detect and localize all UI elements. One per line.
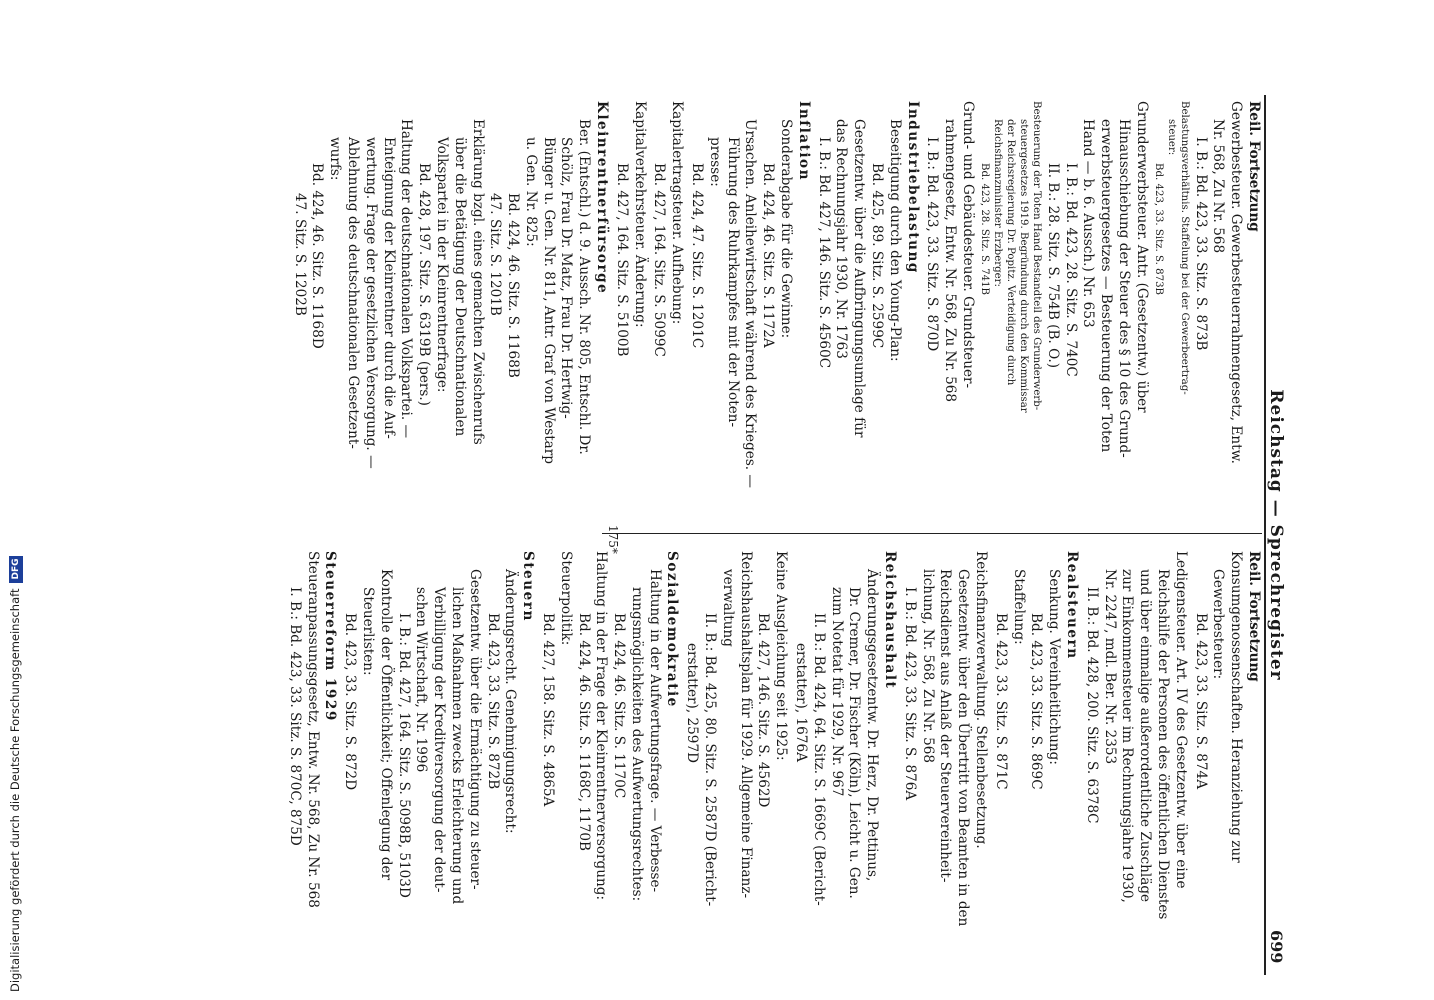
index-line: Bd. 423, 33. Sitz. S. 874A [1192, 613, 1209, 790]
index-line: erwerbsteuergesetzes — Besteuerung der Toten [1098, 119, 1115, 453]
index-line: Belastungsverhältnis. Staffelung bei der Gewerbeertrag- [1178, 101, 1190, 395]
index-line: schen Wirtschaft, Nr. 1996 [413, 587, 430, 773]
index-line: Ursachen. Anleihewirtschaft während des Krieges. — [742, 119, 759, 489]
index-line: Ledigensteuer. Art. IV des Gesetzentw. über eine [1172, 551, 1189, 889]
index-line: erstatter), 2597D [684, 643, 701, 763]
rotated-page [160, 95, 1310, 975]
index-line: über die Betätigung der Deutschnationalen [451, 137, 468, 437]
index-line: Enteignung der Kleinrentner durch die Auf- [380, 137, 397, 439]
index-line: presse: [706, 137, 723, 187]
index-line: lichung, Nr. 568, Zu Nr. 568 [919, 569, 936, 764]
index-line: II. B.: 28. Sitz. S. 754B (B. O.) [1044, 163, 1061, 369]
index-line: Gewerbesteuer. Gewerbesteuerrahmengesetz, Entw. [1228, 101, 1245, 464]
index-line: II. B.: Bd. 425, 80. Sitz. S. 2587D (Bericht- [702, 613, 719, 907]
index-line: I. B.: Bd. 423, 33. Sitz. S. 873B [1192, 137, 1209, 351]
index-line: 47. Sitz. S. 1201B [487, 193, 504, 316]
index-line: Kapitalverkehrsteuer. Änderung: [631, 101, 648, 328]
index-line: 47. Sitz. S. 1202B [291, 193, 308, 316]
index-line: wertung. Frage der gesetzlichen Versorgung. — [362, 137, 379, 469]
index-line: Gesetzentw. über die Ermächtigung zu steuer- [466, 569, 483, 890]
index-line: Realsteuern [1064, 551, 1081, 660]
index-line: Gesetzentw. über den Übertritt von Beamten in den [955, 569, 972, 927]
index-line: Schölz, Frau Dr. Matz, Frau Dr. Hertwig- [558, 137, 575, 419]
index-line: Kapitalertragsteuer. Aufhebung: [669, 101, 686, 325]
index-line: Hinausschiebung der Steuer des § 10 des Grund- [1116, 119, 1133, 458]
index-line: Beseitigung durch den Young-Plan: [886, 119, 903, 362]
index-line: u. Gen. Nr. 825: [522, 137, 539, 247]
index-line: II. B.: Bd. 424, 64. Sitz. S. 1669C (Bericht- [810, 613, 827, 906]
column-divider [602, 533, 1262, 534]
index-line: rahmengesetz, Entw. Nr. 568, Zu Nr. 568 [942, 119, 959, 403]
index-line: und über einmalige außerordentliche Zuschläge [1137, 569, 1154, 903]
index-line: Besteuerung der Toten Hand Bestandteil des Grunderwerb- [1031, 101, 1043, 411]
index-line: Bd. 424, 46. Sitz. S. 1168B [505, 193, 522, 378]
index-line: Haltung in der Aufwertungsfrage. — Verbesse- [646, 569, 663, 893]
signature-mark: 175* [606, 525, 620, 554]
index-line: Bd. 423, 28. Sitz. S. 741B [979, 163, 991, 296]
index-line: I. B.: Bd. 427, 164. Sitz. S. 5098B, 5103D [395, 613, 412, 898]
index-line: verwaltung [719, 569, 736, 647]
index-line: Änderungsrecht. Genehmigungsrecht: [502, 569, 519, 834]
index-line: Bd. 423, 33. Sitz. S. 873B [1152, 163, 1164, 296]
index-line: Haltung in der Frage der Kleinrentnerversorgung: [593, 551, 610, 901]
index-line: Bd. 427, 164. Sitz. S. 5099C [651, 163, 668, 357]
index-line: steuer: [1165, 119, 1177, 156]
index-line: steuergesetzes 1919. Begründung durch den Kommissar [1018, 119, 1030, 413]
index-line: Steueranpassungsgesetz, Entw. Nr. 568, Zu Nr. 568 [304, 551, 321, 908]
index-line: Führung des Ruhrkampfes mit der Noten- [724, 137, 741, 428]
index-line: Reichshaushalt [882, 551, 899, 690]
index-line: I. B.: Bd. 423, 33. Sitz. S. 870C, 875D [286, 587, 303, 846]
index-line: erstatter), 1676A [793, 643, 810, 762]
index-line: Bd. 424, 46. Sitz. S. 1168D [309, 163, 326, 349]
index-line: Ber. (Entschl.) d. 9. Aussch. Nr. 805, Entschl. Dr. [576, 119, 593, 455]
footer-text: Digitalisierung gefördert durch die Deutsche Forschungsgemeinschaft [8, 588, 22, 992]
index-line: Sozialdemokratie [664, 551, 681, 708]
right-column [285, 551, 1262, 969]
index-line: Steuerreform 1929 [322, 551, 339, 722]
index-line: Änderungsgesetzentw. Dr. Herz, Dr. Pettinus, [864, 569, 881, 882]
index-line: Steuerlisten: [359, 587, 376, 676]
index-line: Konsumgenossenschaften. Heranziehung zur [1228, 551, 1245, 863]
index-line: Reil. Fortsetzung [1246, 101, 1262, 232]
index-line: Bd. 427, 158. Sitz. S. 4865A [539, 613, 556, 807]
index-line: Bd. 423, 33. Sitz. S. 872B [484, 613, 501, 790]
index-line: I. B.: Bd. 423, 33. Sitz. S. 876A [901, 587, 918, 801]
index-line: Bd. 424, 46. Sitz. S. 1168C, 1170B [575, 613, 592, 851]
index-line: I. B.: Bd. 423, 33. Sitz. S. 870D [924, 137, 941, 352]
index-line: I. B.: Bd. 423, 28. Sitz. S. 740C [1062, 163, 1079, 377]
index-line: Volkspartei in der Kleinrentnerfrage: [433, 137, 450, 393]
index-line: Steuern [520, 551, 537, 622]
index-line: Reichshilfe der Personen des öffentlichen Dienstes [1155, 569, 1172, 920]
index-line: Industriebelastung [904, 101, 921, 274]
index-line: Bd. 423, 33. Sitz. S. 871C [992, 613, 1009, 790]
index-line: Reichshaushaltsplan für 1929. Allgemeine Finanz- [737, 551, 754, 899]
index-line: Grunderwerbsteuer. Antr. (Gesetzentw.) über [1133, 101, 1150, 413]
index-line: Staffelung: [1010, 569, 1027, 645]
index-line: Keine Ausgleichung seit 1925: [773, 551, 790, 761]
index-line: Nr. 568, Zu Nr. 568 [1210, 119, 1227, 254]
left-column [290, 101, 1262, 519]
index-line: Inflation [795, 101, 812, 181]
index-line: Reichsfinanzminister Erzberger: [992, 119, 1004, 287]
index-line: Kontrolle der Öffentlichkeit; Offenlegung der [377, 569, 394, 881]
index-line: Erklärung bzgl. eines gemachten Zwischenrufs [469, 119, 486, 445]
index-line: Bd. 423, 33. Sitz. S. 869C [1028, 613, 1045, 790]
index-line: Haltung der deutschnationalen Volkspartei. — [398, 119, 415, 439]
index-line: Bd. 425, 89. Sitz. S. 2599C [869, 163, 886, 349]
index-line: Gewerbesteuer: [1210, 569, 1227, 680]
index-line: Gesetzentw. über die Aufbringungsumlage für [851, 119, 868, 438]
index-line: Reil. Fortsetzung [1246, 551, 1262, 682]
index-line: Bünger u. Gen. Nr. 811, Antr. Graf von Westarp [540, 137, 557, 464]
index-line: Nr. 2247, mdl. Ber. Nr. 2353 [1101, 569, 1118, 765]
index-line: der Reichsregierung Dr. Popitz. Verteidigung durch [1005, 119, 1017, 386]
index-line: II. B.: Bd. 428, 200. Sitz. S. 6378C [1083, 587, 1100, 824]
index-line: Steuerpolitik: [557, 551, 574, 646]
index-line: Bd. 423, 33. Sitz. S. 872D [342, 613, 359, 791]
index-line: das Rechnungsjahr 1930, Nr. 1763 [833, 119, 850, 359]
index-line: Dr. Cremer, Dr. Fischer (Köln), Leicht u. Gen. [846, 587, 863, 899]
index-line: Bd. 424, 46. Sitz. S. 1170C [611, 613, 628, 799]
page-number: 699 [1267, 930, 1286, 964]
index-line: zur Einkommensteuer im Rechnungsjahre 1930, [1119, 569, 1136, 903]
dfg-logo: DFG [9, 556, 23, 583]
index-line: Senkung. Vereinheitlichung: [1046, 569, 1063, 765]
index-line: Bd. 428, 197. Sitz. S. 6319B (pers.) [416, 163, 433, 406]
index-line: Bd. 424, 47. Sitz. S. 1201C [689, 163, 706, 349]
index-line: Grund- und Gebäudesteuer. Grundsteuer- [960, 101, 977, 389]
index-line: Ablehnung des deutschnationalen Gesetzent- [344, 137, 361, 449]
index-line: Hand — b. 6. Aussch.) Nr. 653 [1080, 119, 1097, 328]
footer-credit [2, 556, 28, 992]
index-line: Reichsdienst aus Anlaß der Steuervereinheit- [937, 569, 954, 883]
index-line: lichen Maßnahmen zwecks Erleichterung und [448, 587, 465, 905]
index-line: Bd. 427, 164. Sitz. S. 5100B [613, 163, 630, 357]
page-title: Reichstag — Sprechregister [1266, 389, 1286, 681]
index-line: Sonderabgabe für die Gewinne: [778, 119, 795, 339]
index-line: I. B.: Bd. 427, 146. Sitz. S. 4560C [815, 137, 832, 369]
index-line: Bd. 424, 46. Sitz. S. 1172A [760, 163, 777, 348]
index-line: zum Notetat für 1929, Nr. 967 [828, 587, 845, 797]
index-line: rungsmöglichkeiten des Aufwertungsrechtes: [628, 587, 645, 902]
index-line: Reichsfinanzverwaltung. Stellenbesetzung. [973, 551, 990, 849]
index-line: Kleinrentnerfürsorge [594, 101, 611, 295]
index-line: Bd. 427, 146. Sitz. S. 4562D [755, 613, 772, 808]
index-line: wurfs: [327, 137, 344, 181]
index-line: Verbilligung der Kreditversorgung der deut- [431, 587, 448, 893]
